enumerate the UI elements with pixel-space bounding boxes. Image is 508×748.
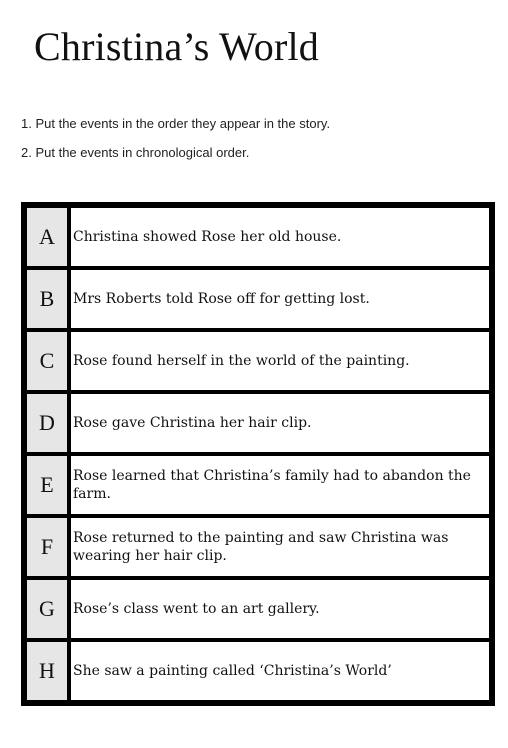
page-title: Christina’s World <box>34 24 320 69</box>
instruction-item: 1. Put the events in the order they appear in the story. <box>21 116 331 131</box>
event-text: Rose returned to the painting and saw Christina was wearing her hair clip. <box>69 516 492 578</box>
table-row <box>24 640 492 703</box>
event-letter: E <box>24 454 69 516</box>
event-text: Rose learned that Christina’s family had to abandon the farm. <box>69 454 492 516</box>
event-text: Mrs Roberts told Rose off for getting lost. <box>69 268 492 330</box>
table-row <box>24 205 492 268</box>
table-row <box>24 392 492 454</box>
event-letter: C <box>24 330 69 392</box>
instruction-item: 2. Put the events in chronological order. <box>21 145 250 160</box>
event-text: Christina showed Rose her old house. <box>69 205 492 268</box>
event-text: Rose found herself in the world of the painting. <box>69 330 492 392</box>
event-letter: D <box>24 392 69 454</box>
events-table <box>21 202 495 706</box>
event-text: Rose’s class went to an art gallery. <box>69 578 492 640</box>
table-row <box>24 330 492 392</box>
event-letter: H <box>24 640 69 703</box>
table-row <box>24 454 492 516</box>
table-row <box>24 578 492 640</box>
event-letter: F <box>24 516 69 578</box>
instructions-list <box>21 114 330 172</box>
event-letter: A <box>24 205 69 268</box>
event-letter: B <box>24 268 69 330</box>
event-text: Rose gave Christina her hair clip. <box>69 392 492 454</box>
table-row <box>24 516 492 578</box>
table-row <box>24 268 492 330</box>
event-text: She saw a painting called ‘Christina’s World’ <box>69 640 492 703</box>
event-letter: G <box>24 578 69 640</box>
